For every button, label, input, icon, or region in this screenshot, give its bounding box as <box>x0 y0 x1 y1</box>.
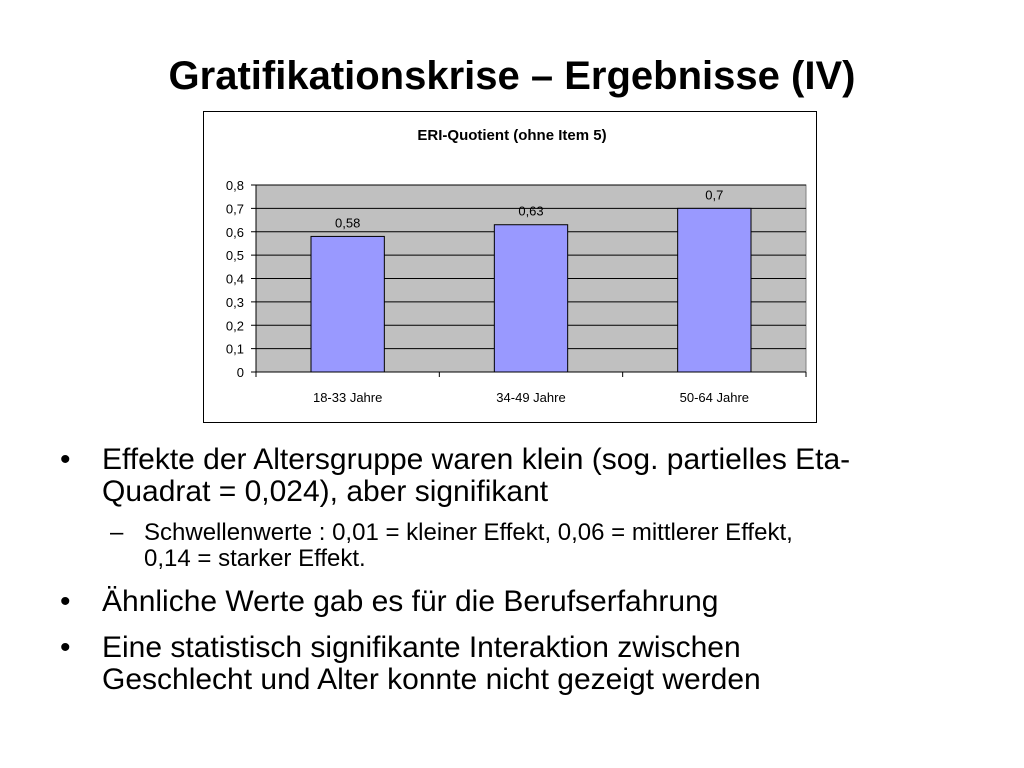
bullet-text-line: Quadrat = 0,024), aber signifikant <box>102 475 549 508</box>
data-label: 0,63 <box>518 203 544 219</box>
x-tick-label: 18-33 Jahre <box>312 390 383 405</box>
bullet-text-line: Effekte der Altersgruppe waren klein (sog. partielles Eta- <box>102 443 851 476</box>
x-tick-label: 34-49 Jahre <box>496 390 566 405</box>
data-label: 0,7 <box>705 187 724 203</box>
y-tick-label: 0,2 <box>225 318 244 334</box>
bullet-symbol: • <box>60 585 71 618</box>
y-tick-label: 0,7 <box>225 201 244 217</box>
sub-bullet-item <box>60 520 980 572</box>
bullet-text-line: 0,14 = starker Effekt. <box>144 545 366 572</box>
bullet-text-line: Eine statistisch signifikante Interaktion zwischen <box>102 631 741 664</box>
bullet-item <box>60 444 980 508</box>
bullet-symbol: – <box>110 519 124 546</box>
y-tick-label: 0,3 <box>225 294 244 310</box>
y-tick-label: 0 <box>236 365 244 380</box>
bullet-item <box>60 586 980 618</box>
bullet-symbol: • <box>60 631 71 664</box>
y-tick-label: 0,1 <box>225 341 244 357</box>
y-tick-label: 0,4 <box>225 271 244 287</box>
bullet-text-line: Schwellenwerte : 0,01 = kleiner Effekt, 0,06 = mittlerer Effekt, <box>144 519 793 546</box>
bar <box>678 208 751 372</box>
bullet-symbol: • <box>60 443 71 476</box>
chart-frame <box>203 111 817 423</box>
y-tick-label: 0,8 <box>225 178 244 193</box>
y-tick-label: 0,6 <box>225 224 244 240</box>
bullet-text-line: Geschlecht und Alter konnte nicht gezeigt werden <box>102 663 761 696</box>
bar-chart <box>204 112 818 424</box>
data-label: 0,58 <box>335 215 361 231</box>
y-tick-label: 0,5 <box>225 248 244 264</box>
slide-title: Gratifikationskrise – Ergebnisse (IV) <box>168 54 856 98</box>
bar <box>494 225 567 372</box>
x-tick-label: 50-64 Jahre <box>679 390 750 405</box>
chart-title: ERI-Quotient (ohne Item 5) <box>417 127 607 144</box>
bullet-text: Ähnliche Werte gab es für die Berufserfahrung <box>102 585 719 618</box>
bullet-item <box>60 632 980 696</box>
bar <box>311 236 384 372</box>
bullet-list <box>60 444 980 710</box>
